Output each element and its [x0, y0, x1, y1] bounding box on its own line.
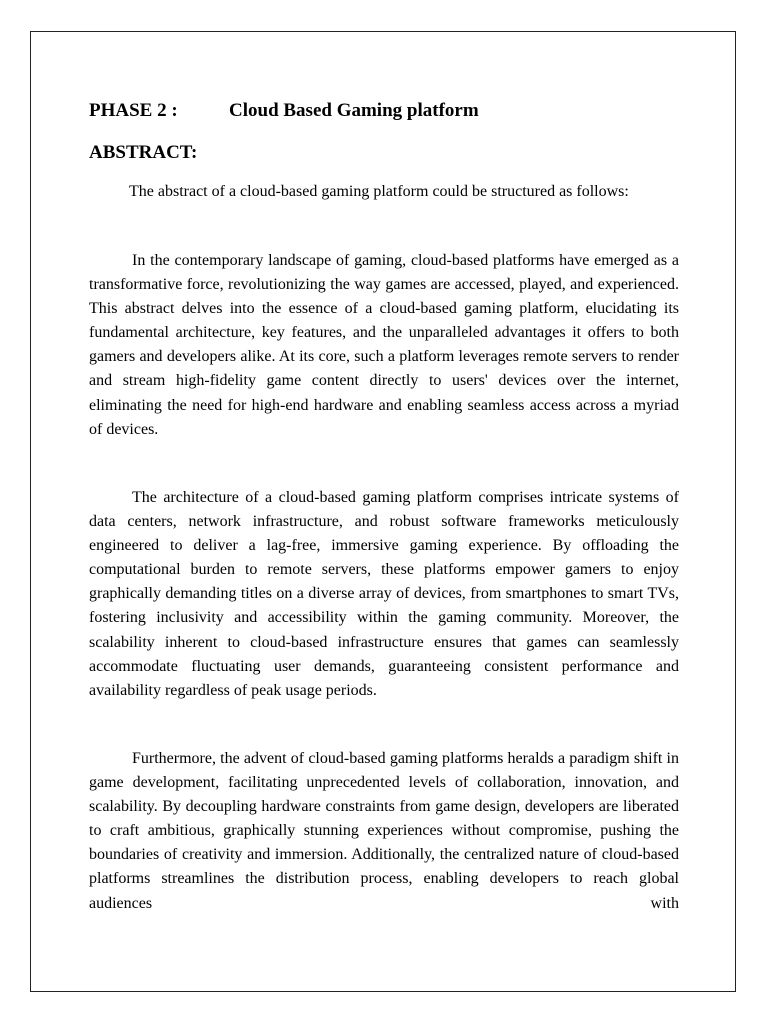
- phase-title: Cloud Based Gaming platform: [229, 100, 479, 121]
- paragraph-2: The architecture of a cloud-based gaming platform comprises intricate systems of data centers, network infrastructure, and robust software frameworks meticulously engineered to deliver a lag-free, immersive gaming experience. By offloading the computational burden to remote servers, these platforms empower gamers to enjoy graphically demanding titles on a diverse array of devices, from smartphones to smart TVs, fostering inclusivity and accessibility within the gaming community. Moreover, the scalability inherent to cloud-based infrastructure ensures that games can seamlessly accommodate fluctuating user demands, guaranteeing consistent performance and availability regardless of peak usage periods.: [89, 489, 679, 699]
- phase-heading: [89, 99, 479, 123]
- phase-label: PHASE 2 :: [89, 100, 178, 121]
- intro-line: The abstract of a cloud-based gaming platform could be structured as follows:: [129, 183, 629, 200]
- paragraph-1: In the contemporary landscape of gaming, cloud-based platforms have emerged as a transformative force, revolutionizing the way games are accessed, played, and experienced. This abstract delves into the essence of a cloud-based gaming platform, elucidating its fundamental architecture, key features, and the unparalleled advantages it offers to both gamers and developers alike. At its core, such a platform leverages remote servers to render and stream high-fidelity game content directly to users' devices over the internet, eliminating the need for high-end hardware and enabling seamless access across a myriad of devices.: [89, 252, 679, 438]
- paragraph-3: Furthermore, the advent of cloud-based gaming platforms heralds a paradigm shift in game development, facilitating unprecedented levels of collaboration, innovation, and scalability. By decoupling hardware constraints from game design, developers are liberated to craft ambitious, graphically stunning experiences without compromise, pushing the boundaries of creativity and immersion. Additionally, the centralized nature of cloud-based platforms streamlines the distribution process, enabling developers to reach global audiences with: [89, 750, 679, 912]
- abstract-heading: ABSTRACT:: [89, 142, 198, 163]
